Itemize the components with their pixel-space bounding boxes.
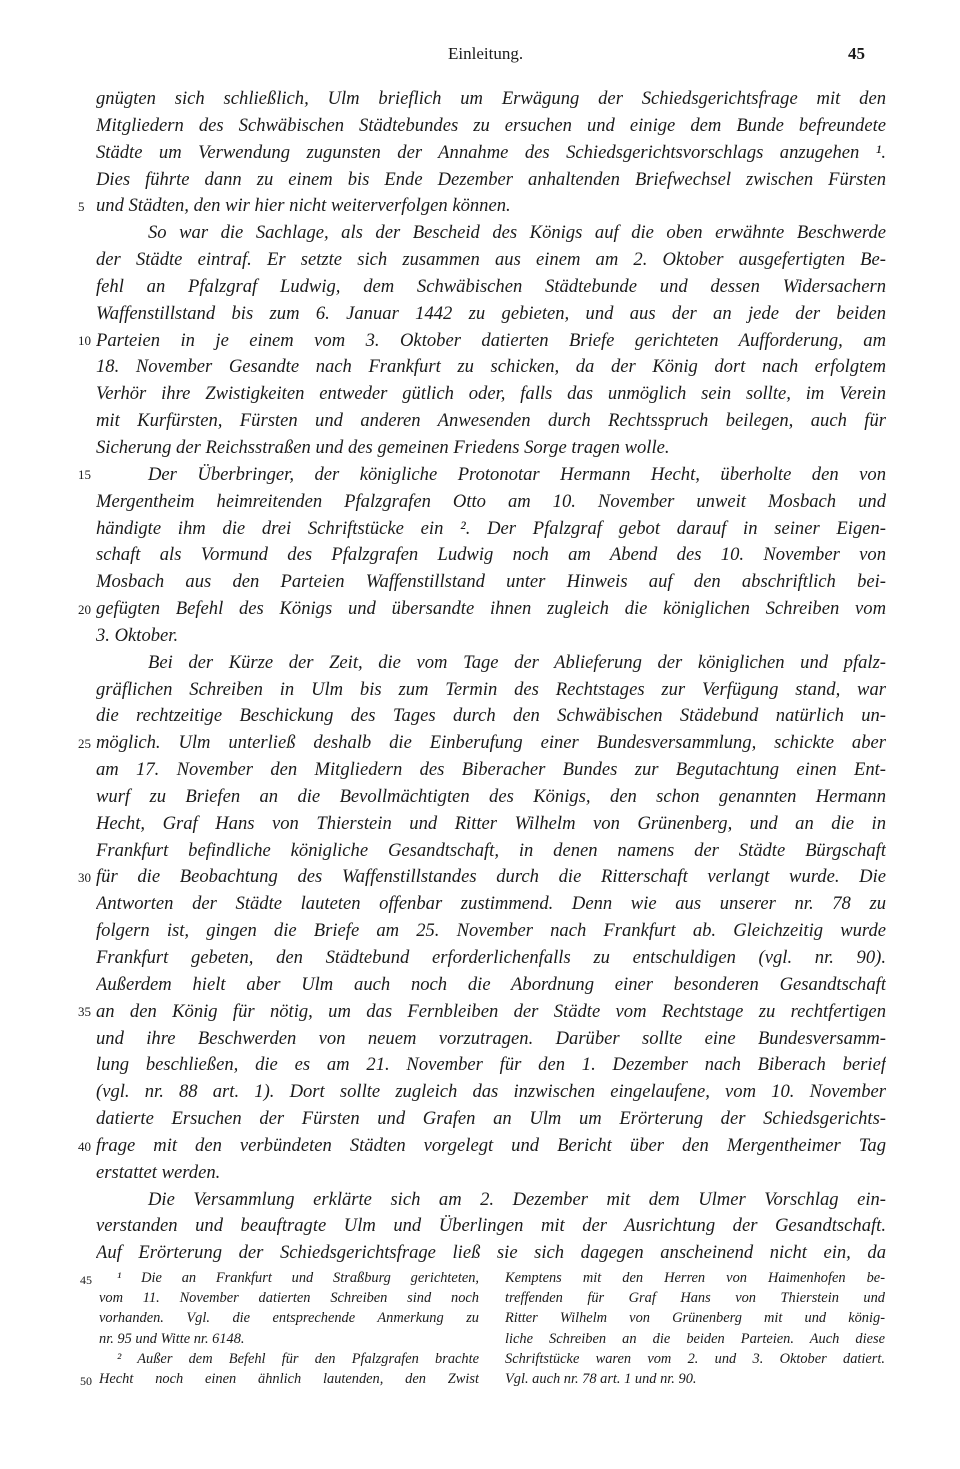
text-line: frage mit den verbündeten Städten vorgelegt und Bericht über den Mergentheimer Tag [96, 1134, 886, 1156]
text-line: Die Versammlung erklärte sich am 2. Dezember mit dem Ulmer Vorschlag ein- [148, 1188, 886, 1210]
body-text [96, 86, 886, 1267]
text-line: Mitgliedern des Schwäbischen Städtebundes zu ersuchen und einige dem Bunde befreundete [96, 114, 886, 136]
text-line: Hecht, Graf Hans von Thierstein und Ritter Wilhelm von Grünenberg, und an die in [96, 812, 886, 834]
text-line: Sicherung der Reichsstraßen und des gemeinen Friedens Sorge tragen wolle. [96, 436, 670, 458]
text-line: gräflichen Schreiben in Ulm bis zum Termin des Rechtstages zur Verfügung stand, war [96, 678, 886, 700]
page-header [0, 44, 960, 68]
text-line: schaft als Vormund des Pfalzgrafen Ludwig noch am Abend des 10. November von [96, 544, 886, 566]
footnote-line: nr. 95 und Witte nr. 6148. [99, 1330, 245, 1347]
text-line: händigte ihm die drei Schriftstücke ein ². Der Pfalzgraf gebot darauf in seiner Eigen- [96, 517, 886, 539]
footnote-column-left [99, 1268, 479, 1389]
text-line: Frankfurt gebeten, den Städtebund erforderlichenfalls zu entschuldigen (vgl. nr. 90). [96, 947, 886, 968]
text-line: Antworten der Städte lauteten offenbar zustimmend. Denn wie aus unserer nr. 78 zu [96, 893, 886, 915]
running-title: Einleitung. [448, 44, 524, 63]
text-line: verstanden und beauftragte Ulm und Überlingen mit der Ausrichtung der Gesandtschaft. [96, 1215, 886, 1237]
margin-line-number: 25 [78, 736, 91, 751]
margin-line-number: 5 [78, 199, 85, 214]
margin-line-number: 40 [78, 1139, 91, 1154]
text-line: folgern ist, gingen die Briefe am 25. November nach Frankfurt ab. Gleichzeitig wurde [96, 920, 886, 942]
text-line: Dies führte dann zu einem bis Ende Dezember anhaltenden Briefwechsel zwischen Fürsten [96, 168, 886, 190]
text-line: Mergentheim heimreitenden Pfalzgrafen Otto am 10. November unweit Mosbach und [96, 490, 886, 512]
page-number: 45 [848, 44, 865, 63]
footnote-line: vorhanden. Vgl. die entsprechende Anmerkung zu [99, 1310, 479, 1327]
footnote-line: Kemptens mit den Herren von Haimenhofen be- [505, 1270, 885, 1286]
margin-line-number: 30 [78, 870, 91, 885]
footnote-line: treffenden für Graf Hans von Thierstein und [505, 1290, 885, 1307]
text-line: der Städte eintraf. Er setzte sich zusammen aus einem am 2. Oktober ausgefertigten Be- [96, 249, 886, 271]
text-line: datierte Ersuchen der Fürsten und Grafen an Ulm um Erörterung der Schiedsgerichts- [96, 1108, 886, 1130]
margin-line-number: 10 [78, 333, 91, 348]
text-line: Städte um Verwendung zugunsten der Annahme des Schiedsgerichtsvorschlags anzugehen ¹. [96, 141, 886, 163]
footnote-line: liche Schreiben an die beiden Parteien. Auch diese [505, 1330, 885, 1347]
footnote-line: Vgl. auch nr. 78 art. 1 und nr. 90. [505, 1370, 697, 1387]
margin-line-number: 20 [78, 602, 91, 617]
text-line: und Städten, den wir hier nicht weiterverfolgen können. [96, 195, 511, 217]
footnote-line: ¹ Die an Frankfurt und Straßburg gerichteten, [117, 1270, 479, 1286]
text-line: und ihre Beschwerden von neuem vorzutragen. Darüber sollte eine Bundesversamm- [96, 1027, 886, 1049]
margin-line-number: 15 [78, 467, 91, 482]
text-line: Parteien in je einem vom 3. Oktober datierten Briefe gerichteten Aufforderung, am [96, 329, 886, 351]
text-line: am 17. November den Mitgliedern des Biberacher Bundes zur Begutachtung einen Ent- [96, 759, 886, 781]
text-line: erstattet werden. [96, 1161, 221, 1183]
text-line: Auf Erörterung der Schiedsgerichtsfrage ließ sie sich dagegen anscheinend nicht ein, da [96, 1242, 886, 1264]
margin-line-number: 35 [78, 1004, 91, 1019]
text-line: Frankfurt befindliche königliche Gesandtschaft, in denen namens der Städte Bürgschaft [96, 839, 886, 861]
footnote-line: Ritter Wilhelm von Grünenberg mit und könig- [505, 1310, 885, 1327]
text-line: (vgl. nr. 88 art. 1). Dort sollte zugleich das inzwischen eingelaufene, vom 10. November [96, 1081, 886, 1103]
footnote-line: Hecht noch einen ähnlich lautenden, den Zwist [99, 1370, 479, 1387]
text-line: wurf zu Briefen an die Bevollmächtigten des Königs, den schon genannten Hermann [96, 785, 886, 807]
text-line: für die Beobachtung des Waffenstillstandes durch die Ritterschaft verlangt wurde. Die [96, 866, 886, 888]
text-line: an den König für nötig, um das Fernbleiben der Städte vom Rechtstage zu rechtfertigen [96, 1000, 886, 1022]
text-line: Bei der Kürze der Zeit, die vom Tage der Ablieferung der königlichen und pfalz- [148, 651, 886, 673]
text-line: fehl an Pfalzgraf Ludwig, dem Schwäbischen Städtebunde und dessen Widersachern [96, 275, 886, 297]
text-line: gefügten Befehl des Königs und übersandte ihnen zugleich die königlichen Schreiben vom [96, 598, 886, 620]
footnote-line-number: 45 [80, 1273, 92, 1287]
text-line: gnügten sich schließlich, Ulm brieflich um Erwägung der Schiedsgerichtsfrage mit den [96, 88, 886, 109]
footnote-line: vom 11. November datierten Schreiben sind noch [99, 1290, 479, 1307]
text-line: Waffenstillstand bis zum 6. Januar 1442 zu gebieten, und aus der an jede der beiden [96, 302, 886, 324]
text-line: 18. November Gesandte nach Frankfurt zu schicken, da der König dort nach erfolgtem [96, 356, 886, 378]
footnote-column-right [505, 1268, 885, 1389]
text-line: Mosbach aus den Parteien Waffenstillstand unter Hinweis auf den abschriftlich bei- [96, 571, 886, 593]
text-line: mit Kurfürsten, Fürsten und anderen Anwesenden durch Rechtsspruch beilegen, auch für [96, 410, 886, 432]
text-line: möglich. Ulm unterließ deshalb die Einberufung einer Bundesversammlung, schickte aber [96, 732, 886, 754]
text-line: Außerdem hielt aber Ulm auch noch die Abordnung einer besonderen Gesandtschaft [96, 973, 886, 995]
text-line: die rechtzeitige Beschickung des Tages durch den Schwäbischen Städebund natürlich un- [96, 705, 886, 727]
text-line: So war die Sachlage, als der Bescheid des Königs auf die oben erwähnte Beschwerde [148, 222, 886, 244]
text-line: lung beschließen, die es am 21. November für den 1. Dezember nach Biberach berief [96, 1054, 886, 1076]
text-line: Verhör ihre Zwistigkeiten entweder gütlich oder, falls das unmöglich sein sollte, im Verein [96, 383, 886, 405]
text-line: 3. Oktober. [96, 624, 179, 646]
footnote-line-number: 50 [80, 1374, 92, 1388]
footnote-line: Schriftstücke waren vom 2. und 3. Oktober datiert. [505, 1350, 885, 1367]
text-line: Der Überbringer, der königliche Protonotar Hermann Hecht, überholte den von [148, 463, 886, 485]
footnote-line: ² Außer dem Befehl für den Pfalzgrafen brachte [117, 1350, 479, 1367]
